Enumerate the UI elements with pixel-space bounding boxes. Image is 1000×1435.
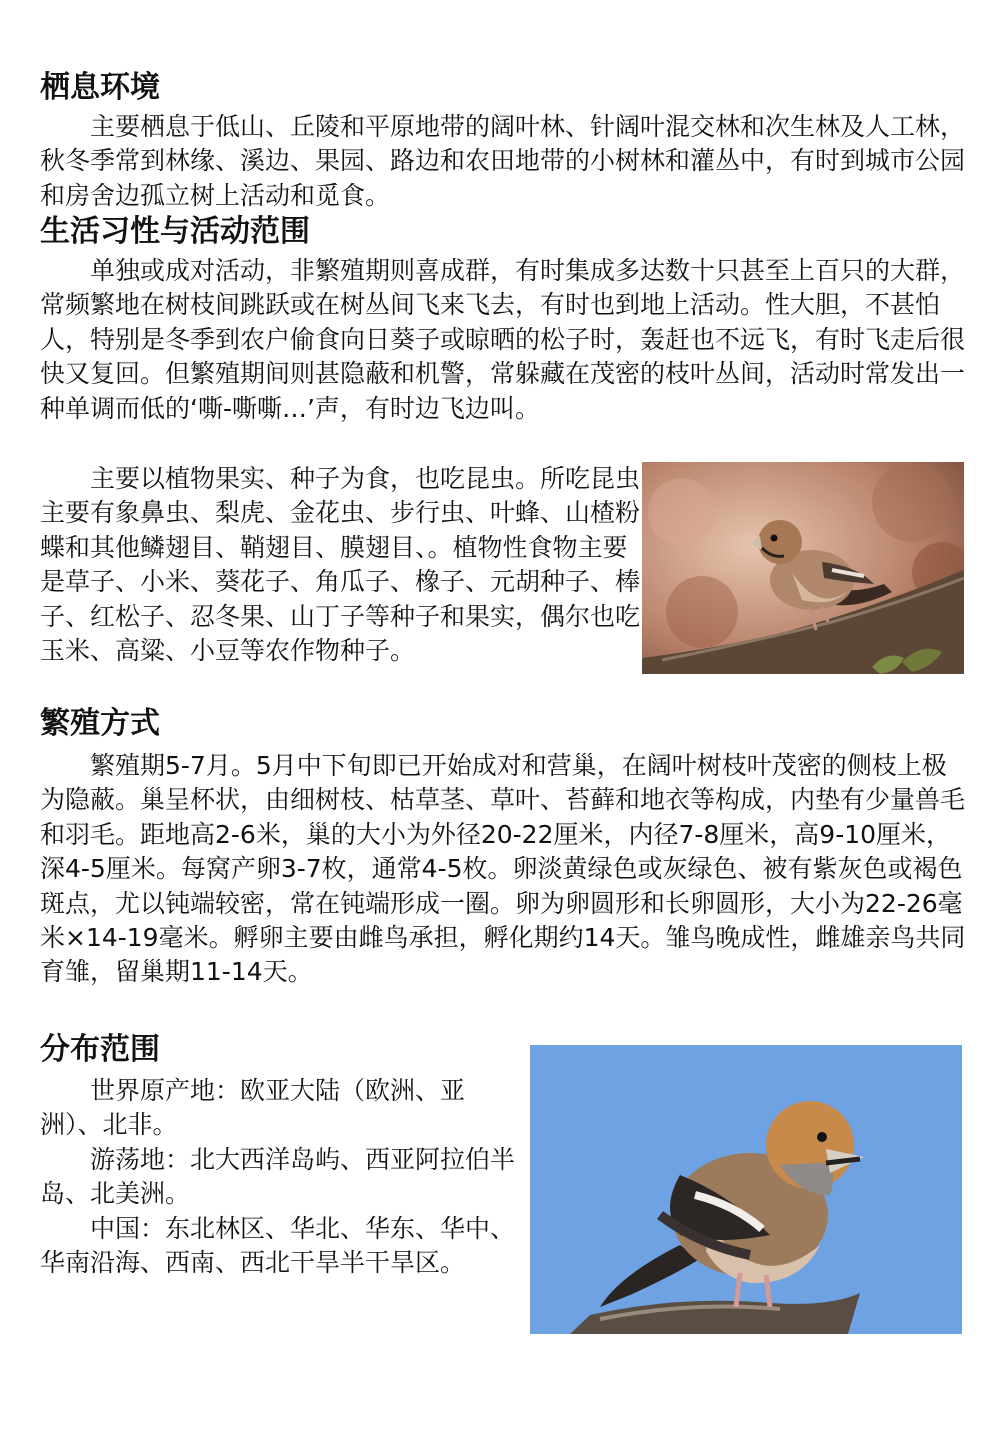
hawfinch-photo-branch-graphic — [642, 462, 964, 674]
heading-habitat: 栖息环境 — [40, 70, 160, 105]
paragraph-distribution-origin: 世界原产地：欧亚大陆（欧洲、亚洲）、北非。 — [40, 1076, 466, 1140]
hawfinch-photo-branch — [642, 462, 964, 674]
hawfinch-photo-sky-graphic — [530, 1045, 962, 1334]
heading-habits: 生活习性与活动范围 — [40, 214, 310, 249]
paragraph-distribution-vagrant: 游荡地：北大西洋岛屿、西亚阿拉伯半岛、北美洲。 — [40, 1145, 516, 1209]
heading-breeding: 繁殖方式 — [40, 706, 160, 741]
paragraph-habits-behavior: 单独或成对活动，非繁殖期则喜成群，有时集成多达数十只甚至上百只的大群，常频繁地在树枝间跳跃或在树丛间飞来飞去，有时也到地上活动。性大胆，不甚怕人，特别是冬季到农户偷食向日葵子或晾晒的松子时，轰赶也不远飞，有时飞走后很快又复回。但繁殖期间则甚隐蔽和机警，常躲藏在茂密的枝叶丛间，活动时常发出一种单调而低的‘嘶-嘶嘶…’声，有时边飞边叫。 — [40, 256, 966, 423]
paragraph-distribution-china: 中国：东北林区、华北、华东、华中、华南沿海、西南、西北干旱半干旱区。 — [40, 1214, 516, 1278]
hawfinch-photo-sky — [530, 1045, 962, 1334]
paragraph-habits-diet: 主要以植物果实、种子为食，也吃昆虫。所吃昆虫主要有象鼻虫、梨虎、金花虫、步行虫、叶蜂、山楂粉蝶和其他鳞翅目、鞘翅目、膜翅目、。植物性食物主要是草子、小米、葵花子、角瓜子、橡子、元胡种子、棒子、红松子、忍冬果、山丁子等种子和果实，偶尔也吃玉米、高粱、小豆等农作物种子。 — [40, 464, 641, 666]
heading-distribution: 分布范围 — [40, 1032, 160, 1067]
paragraph-breeding: 繁殖期5-7月。5月中下旬即已开始成对和营巢，在阔叶树枝叶茂密的侧枝上极为隐蔽。巢呈杯状，由细树枝、枯草茎、草叶、苔藓和地衣等构成，内垫有少量兽毛和羽毛。距地高2-6米，巢的大小为外径20-22厘米，内径7-8厘米，高9-10厘米，深4-5厘米。每窝产卵3-7枚，通常4-5枚。卵淡黄绿色或灰绿色、被有紫灰色或褐色斑点，尤以钝端较密，常在钝端形成一圈。卵为卵圆形和长卵圆形，大小为22-26毫米×14-19毫米。孵卵主要由雌鸟承担，孵化期约14天。雏鸟晚成性，雌雄亲鸟共同育雏，留巢期11-14天。 — [40, 751, 966, 987]
paragraph-habitat: 主要栖息于低山、丘陵和平原地带的阔叶林、针阔叶混交林和次生林及人工林，秋冬季常到林缘、溪边、果园、路边和农田地带的小树林和灌丛中，有时到城市公园和房舍边孤立树上活动和觅食。 — [40, 112, 966, 210]
